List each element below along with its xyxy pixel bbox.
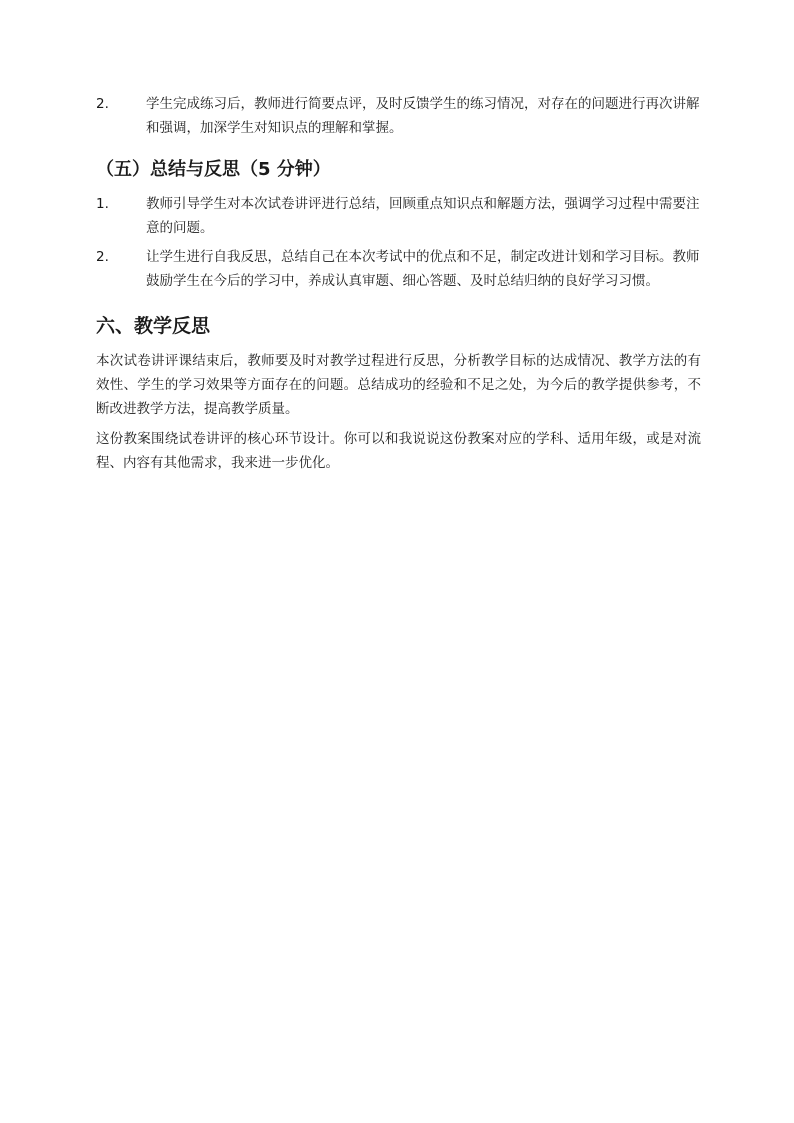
section-heading-summary: （五）总结与反思（5 分钟） [96, 159, 331, 180]
list-item [96, 245, 701, 293]
list-item [96, 92, 701, 140]
paragraph: 本次试卷讲评课结束后，教师要及时对教学过程进行反思，分析教学目标的达成情况、教学方法的有效性、学生的学习效果等方面存在的问题。总结成功的经验和不足之处，为今后的教学提供参考，不断改进教学方法，提高教学质量。 [96, 353, 701, 417]
list-number: 2. [96, 249, 109, 265]
list-number: 2. [96, 96, 109, 112]
list-number: 1. [96, 196, 109, 212]
list-item [96, 192, 701, 240]
list-text: 学生完成练习后，教师进行简要点评，及时反馈学生的练习情况，对存在的问题进行再次讲解和强调，加深学生对知识点的理解和掌握。 [146, 96, 700, 136]
list-text: 让学生进行自我反思，总结自己在本次考试中的优点和不足，制定改进计划和学习目标。教师鼓励学生在今后的学习中，养成认真审题、细心答题、及时总结归纳的良好学习习惯。 [146, 249, 700, 289]
list-text: 教师引导学生对本次试卷讲评进行总结，回顾重点知识点和解题方法，强调学习过程中需要注意的问题。 [146, 196, 700, 236]
document-content [96, 92, 701, 481]
paragraph: 这份教案围绕试卷讲评的核心环节设计。你可以和我说说这份教案对应的学科、适用年级，或是对流程、内容有其他需求，我来进一步优化。 [96, 431, 701, 471]
section-heading-reflection: 六、教学反思 [96, 315, 211, 337]
